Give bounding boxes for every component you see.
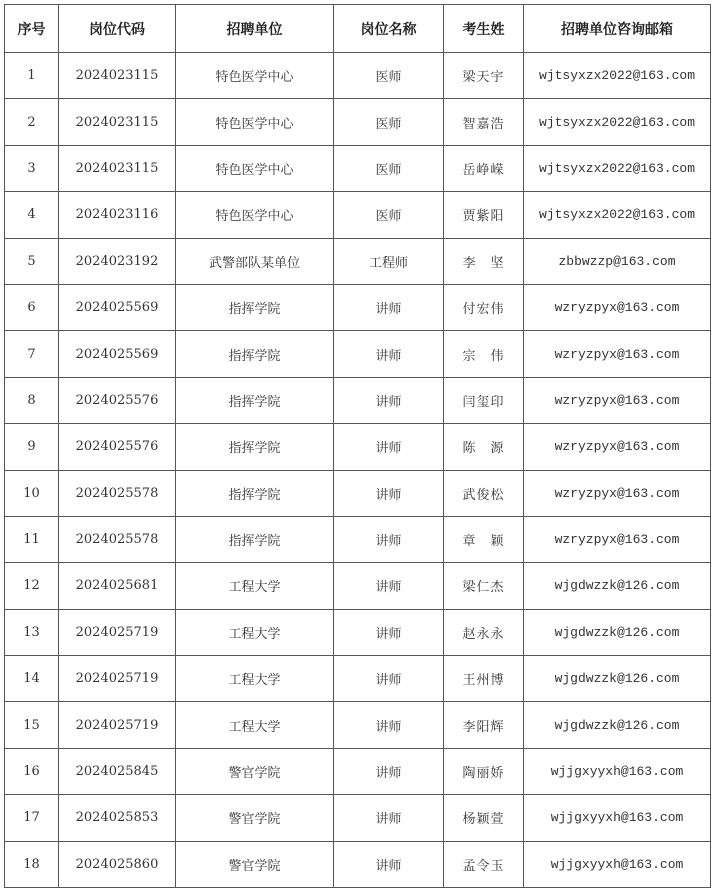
position-code-cell: 2024023115 [59, 145, 176, 191]
position-name-cell: 讲师 [334, 702, 444, 748]
position-name-cell: 讲师 [334, 331, 444, 377]
candidate-name-cell: 闫玺印 [444, 377, 524, 423]
candidate-name-cell: 李 坚 [444, 238, 524, 284]
table-row [5, 192, 711, 238]
header-position-code: 岗位代码 [59, 5, 176, 53]
results-table [4, 4, 711, 888]
employer-cell: 指挥学院 [176, 377, 334, 423]
position-code-cell: 2024025853 [59, 795, 176, 841]
table-row [5, 702, 711, 748]
candidate-name-cell: 宗 伟 [444, 331, 524, 377]
candidate-name-cell: 武俊松 [444, 470, 524, 516]
header-candidate-name: 考生姓 [444, 5, 524, 53]
position-code-cell: 2024025569 [59, 331, 176, 377]
position-code-cell: 2024025576 [59, 377, 176, 423]
position-code-cell: 2024025719 [59, 702, 176, 748]
position-code-cell: 2024025576 [59, 424, 176, 470]
contact-email-cell: wzryzpyx@163.com [524, 284, 711, 330]
employer-cell: 指挥学院 [176, 516, 334, 562]
row-index-cell: 17 [5, 795, 59, 841]
contact-email-cell: wzryzpyx@163.com [524, 516, 711, 562]
contact-email-cell: wjjgxyyxh@163.com [524, 795, 711, 841]
contact-email-cell: wjgdwzzk@126.com [524, 609, 711, 655]
row-index-cell: 16 [5, 748, 59, 794]
row-index-cell: 4 [5, 192, 59, 238]
contact-email-cell: wjtsyxzx2022@163.com [524, 192, 711, 238]
employer-cell: 警官学院 [176, 841, 334, 887]
employer-cell: 工程大学 [176, 609, 334, 655]
position-code-cell: 2024025719 [59, 656, 176, 702]
position-name-cell: 讲师 [334, 284, 444, 330]
candidate-name-cell: 杨颖萱 [444, 795, 524, 841]
contact-email-cell: wjgdwzzk@126.com [524, 702, 711, 748]
position-name-cell: 讲师 [334, 841, 444, 887]
employer-cell: 指挥学院 [176, 424, 334, 470]
table-row [5, 284, 711, 330]
contact-email-cell: wjtsyxzx2022@163.com [524, 53, 711, 99]
contact-email-cell: wjtsyxzx2022@163.com [524, 99, 711, 145]
employer-cell: 特色医学中心 [176, 53, 334, 99]
row-index-cell: 18 [5, 841, 59, 887]
row-index-cell: 14 [5, 656, 59, 702]
position-code-cell: 2024025578 [59, 470, 176, 516]
candidate-name-cell: 陈 源 [444, 424, 524, 470]
header-index: 序号 [5, 5, 59, 53]
table-row [5, 841, 711, 887]
candidate-name-cell: 贾紫阳 [444, 192, 524, 238]
employer-cell: 警官学院 [176, 748, 334, 794]
row-index-cell: 7 [5, 331, 59, 377]
contact-email-cell: wjgdwzzk@126.com [524, 563, 711, 609]
table-row [5, 656, 711, 702]
contact-email-cell: wjjgxyyxh@163.com [524, 748, 711, 794]
position-name-cell: 医师 [334, 53, 444, 99]
row-index-cell: 11 [5, 516, 59, 562]
position-code-cell: 2024023116 [59, 192, 176, 238]
row-index-cell: 10 [5, 470, 59, 516]
position-code-cell: 2024023192 [59, 238, 176, 284]
table-row [5, 145, 711, 191]
candidate-name-cell: 孟令玉 [444, 841, 524, 887]
position-code-cell: 2024025860 [59, 841, 176, 887]
table-row [5, 331, 711, 377]
position-name-cell: 讲师 [334, 563, 444, 609]
employer-cell: 特色医学中心 [176, 99, 334, 145]
position-name-cell: 讲师 [334, 424, 444, 470]
candidate-name-cell: 陶丽娇 [444, 748, 524, 794]
candidate-name-cell: 章 颖 [444, 516, 524, 562]
contact-email-cell: wzryzpyx@163.com [524, 377, 711, 423]
contact-email-cell: wjgdwzzk@126.com [524, 656, 711, 702]
table-row [5, 470, 711, 516]
position-name-cell: 医师 [334, 145, 444, 191]
candidate-name-cell: 梁天宇 [444, 53, 524, 99]
header-position-name: 岗位名称 [334, 5, 444, 53]
contact-email-cell: wzryzpyx@163.com [524, 470, 711, 516]
table-row [5, 563, 711, 609]
header-contact-email: 招聘单位咨询邮箱 [524, 5, 711, 53]
contact-email-cell: wzryzpyx@163.com [524, 424, 711, 470]
contact-email-cell: wjtsyxzx2022@163.com [524, 145, 711, 191]
position-name-cell: 工程师 [334, 238, 444, 284]
employer-cell: 工程大学 [176, 656, 334, 702]
row-index-cell: 13 [5, 609, 59, 655]
candidate-name-cell: 李阳辉 [444, 702, 524, 748]
row-index-cell: 6 [5, 284, 59, 330]
position-code-cell: 2024023115 [59, 53, 176, 99]
position-name-cell: 讲师 [334, 377, 444, 423]
row-index-cell: 1 [5, 53, 59, 99]
row-index-cell: 3 [5, 145, 59, 191]
position-name-cell: 讲师 [334, 470, 444, 516]
table-row [5, 377, 711, 423]
candidate-name-cell: 王州博 [444, 656, 524, 702]
row-index-cell: 9 [5, 424, 59, 470]
position-code-cell: 2024023115 [59, 99, 176, 145]
position-name-cell: 讲师 [334, 516, 444, 562]
row-index-cell: 15 [5, 702, 59, 748]
employer-cell: 工程大学 [176, 702, 334, 748]
table-row [5, 99, 711, 145]
position-name-cell: 讲师 [334, 609, 444, 655]
row-index-cell: 2 [5, 99, 59, 145]
table-row [5, 609, 711, 655]
contact-email-cell: zbbwzzp@163.com [524, 238, 711, 284]
employer-cell: 指挥学院 [176, 331, 334, 377]
employer-cell: 指挥学院 [176, 470, 334, 516]
row-index-cell: 5 [5, 238, 59, 284]
table-row [5, 424, 711, 470]
employer-cell: 工程大学 [176, 563, 334, 609]
employer-cell: 特色医学中心 [176, 145, 334, 191]
employer-cell: 武警部队某单位 [176, 238, 334, 284]
position-code-cell: 2024025681 [59, 563, 176, 609]
candidate-name-cell: 赵永永 [444, 609, 524, 655]
position-code-cell: 2024025719 [59, 609, 176, 655]
contact-email-cell: wjjgxyyxh@163.com [524, 841, 711, 887]
header-employer: 招聘单位 [176, 5, 334, 53]
position-name-cell: 讲师 [334, 748, 444, 794]
table-row [5, 748, 711, 794]
candidate-name-cell: 智嘉浩 [444, 99, 524, 145]
table-row [5, 795, 711, 841]
table-row [5, 516, 711, 562]
table-row [5, 238, 711, 284]
position-code-cell: 2024025569 [59, 284, 176, 330]
position-name-cell: 医师 [334, 99, 444, 145]
employer-cell: 指挥学院 [176, 284, 334, 330]
row-index-cell: 12 [5, 563, 59, 609]
row-index-cell: 8 [5, 377, 59, 423]
candidate-name-cell: 付宏伟 [444, 284, 524, 330]
table-header-row [5, 5, 711, 53]
candidate-name-cell: 梁仁杰 [444, 563, 524, 609]
contact-email-cell: wzryzpyx@163.com [524, 331, 711, 377]
employer-cell: 警官学院 [176, 795, 334, 841]
candidate-name-cell: 岳峥嵘 [444, 145, 524, 191]
position-code-cell: 2024025845 [59, 748, 176, 794]
position-name-cell: 讲师 [334, 795, 444, 841]
position-name-cell: 医师 [334, 192, 444, 238]
position-name-cell: 讲师 [334, 656, 444, 702]
employer-cell: 特色医学中心 [176, 192, 334, 238]
position-code-cell: 2024025578 [59, 516, 176, 562]
table-row [5, 53, 711, 99]
